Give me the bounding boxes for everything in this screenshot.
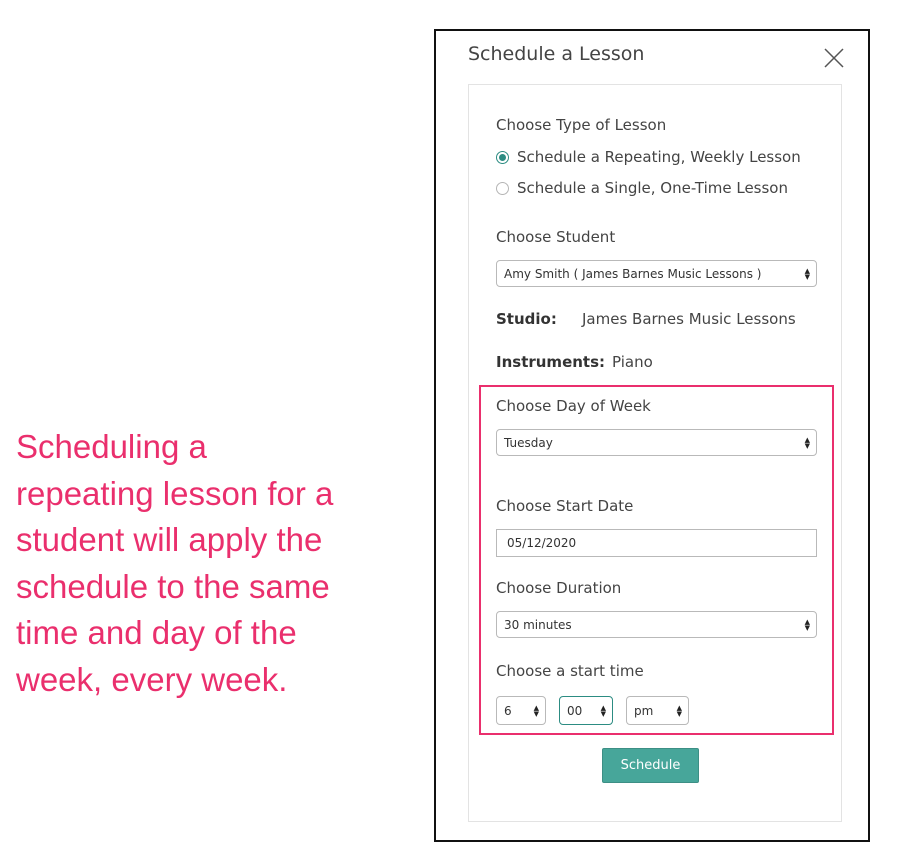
start-date-value: 05/12/2020 [507,536,577,550]
close-icon[interactable] [823,47,845,69]
radio-button-checked[interactable] [496,151,509,164]
select-arrows-icon: ▲ ▼ [533,703,539,718]
lesson-type-label: Choose Type of Lesson [496,116,667,134]
start-time-label: Choose a start time [496,662,644,680]
duration-value: 30 minutes [504,617,572,632]
ampm-select[interactable] [626,696,689,725]
schedule-button[interactable]: Schedule [602,748,699,783]
radio-label: Schedule a Single, One-Time Lesson [517,179,788,197]
day-of-week-label: Choose Day of Week [496,397,651,415]
annotation-line: student will apply the [16,521,323,558]
studio-value: James Barnes Music Lessons [582,310,796,328]
start-date-label: Choose Start Date [496,497,634,515]
select-arrows-icon: ▲ ▼ [804,435,810,450]
minute-select[interactable] [559,696,613,725]
form-panel [468,84,842,822]
student-select[interactable] [496,260,817,287]
instruments-value: Piano [612,353,653,371]
minute-value: 00 [567,703,583,718]
student-label: Choose Student [496,228,616,246]
student-select-value: Amy Smith ( James Barnes Music Lessons ) [504,266,762,281]
instruments-label: Instruments: [496,353,606,371]
radio-single-one-time[interactable] [496,179,788,197]
instruments-info [496,353,605,371]
annotation-text [16,424,376,703]
duration-select[interactable] [496,611,817,638]
schedule-lesson-modal [434,29,870,842]
radio-button[interactable] [496,182,509,195]
select-arrows-icon: ▲ ▼ [804,266,810,281]
studio-label: Studio: [496,310,557,328]
ampm-value: pm [634,703,654,718]
annotation-line: Scheduling a [16,428,207,465]
start-date-input[interactable] [496,529,817,557]
select-arrows-icon: ▲ ▼ [676,703,682,718]
hour-select[interactable] [496,696,546,725]
modal-title: Schedule a Lesson [468,43,645,65]
annotation-line: schedule to the same [16,567,330,605]
annotation-line: time and day of the [16,614,297,651]
duration-label: Choose Duration [496,579,622,597]
annotation-line: repeating lesson for a [16,474,334,512]
annotation-line: week, every week. [16,660,288,698]
day-of-week-value: Tuesday [504,435,553,450]
hour-value: 6 [504,703,512,718]
select-arrows-icon: ▲ ▼ [600,703,606,718]
day-of-week-select[interactable] [496,429,817,456]
studio-info [496,310,557,328]
radio-label: Schedule a Repeating, Weekly Lesson [517,148,801,166]
radio-repeating-weekly[interactable] [496,148,801,166]
select-arrows-icon: ▲ ▼ [804,617,810,632]
